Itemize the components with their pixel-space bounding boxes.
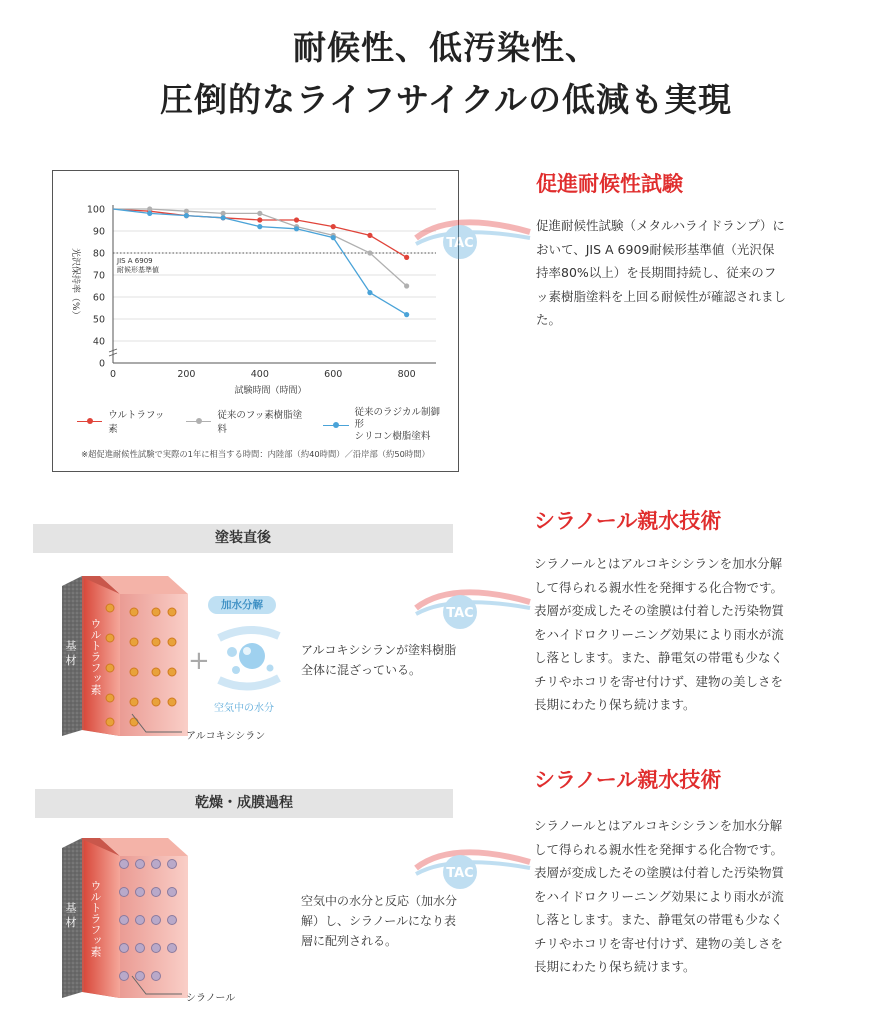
data-point	[331, 235, 336, 240]
tac-watermark-logo	[412, 578, 532, 638]
silanol-pointer-label: シラノール	[186, 993, 236, 1004]
y-tick-label: 80	[92, 248, 105, 260]
y-tick-label: 90	[92, 226, 105, 238]
data-point	[331, 224, 336, 229]
substrate-label: 基 材	[64, 902, 77, 928]
tac-watermark-logo	[412, 838, 532, 898]
weathering-body: 促進耐候性試験（メタルハライドランプ）において、JIS A 6909耐候形基準値（光沢保持率80%以上）を長期間持続し、従来のフッ素樹脂塗料を上回る耐候性が確認されました。	[536, 218, 787, 327]
air-water-label: 空気中の水分	[214, 703, 274, 714]
data-point	[367, 250, 372, 255]
x-tick-label: 200	[177, 369, 196, 380]
data-point	[294, 217, 299, 222]
coating-label: ウルトラフッ素	[89, 880, 102, 957]
legend-label: 従来のフッ素樹脂塗料	[217, 410, 303, 435]
alkoxysilane-pointer-label: アルコキシシラン	[186, 731, 266, 742]
data-point	[221, 215, 226, 220]
legend-label: 従来のラジカル制御形	[354, 407, 441, 430]
headline-line-2: 圧倒的なライフサイクルの低減も実現	[159, 80, 733, 119]
data-point	[257, 224, 262, 229]
data-point	[367, 290, 372, 295]
data-point	[404, 255, 409, 260]
water-droplets-icon	[214, 618, 284, 698]
y-tick-label: 0	[98, 358, 105, 370]
silanol-body-1: シラノールとはアルコキシシランを加水分解して得られる親水性を発揮する化合物です。表層が変成したその塗膜は付着した汚染物質をハイドロクリーニング効果により雨水が流し落とします。また、静電気の帯電も少なくチリやホコリを寄せ付けず、建物の美しさを長期にわたり保ち続けます。	[534, 556, 785, 712]
hydrolysis-pill: 加水分解	[208, 596, 276, 614]
data-point	[367, 233, 372, 238]
y-tick-label: 40	[92, 336, 105, 348]
silanol-body-2: シラノールとはアルコキシシランを加水分解して得られる親水性を発揮する化合物です。表層が変成したその塗膜は付着した汚染物質をハイドロクリーニング効果により雨水が流し落とします。また、静電気の帯電も少なくチリやホコリを寄せ付けず、建物の美しさを長期にわたり保ち続けます。	[534, 818, 785, 974]
legend-item-fluorine	[186, 407, 309, 435]
silanol-heading-2: シラノール親水技術	[534, 768, 722, 792]
tac-watermark-logo	[412, 208, 532, 268]
data-point	[404, 312, 409, 317]
weathering-heading: 促進耐候性試験	[536, 172, 683, 196]
watermark-text: TAC	[446, 866, 474, 881]
diagram2-caption: 空気中の水分と反応（加水分解）し、シラノールになり表層に配列される。	[301, 894, 458, 948]
y-axis-title: 光沢保持率（%）	[70, 248, 80, 320]
stage-bar-after-painting: 塗装直後	[33, 524, 453, 553]
y-tick-label: 100	[86, 204, 105, 216]
data-point	[147, 211, 152, 216]
x-tick-label: 800	[397, 369, 416, 380]
stage-bar-drying: 乾燥・成膜過程	[35, 789, 453, 818]
silanol-heading-1: シラノール親水技術	[534, 509, 722, 533]
chart-legend	[77, 407, 447, 443]
x-tick-label: 600	[324, 369, 343, 380]
data-point	[404, 283, 409, 288]
legend-item-ultra	[77, 407, 172, 435]
reference-label: 耐候形基準値	[117, 266, 159, 274]
x-tick-label: 0	[109, 369, 117, 380]
watermark-text: TAC	[446, 236, 474, 251]
watermark-text: TAC	[446, 606, 474, 621]
x-tick-label: 400	[250, 369, 269, 380]
data-point	[257, 211, 262, 216]
data-point	[184, 213, 189, 218]
data-point	[257, 217, 262, 222]
headline-line-1: 耐候性、低汚染性、	[293, 28, 599, 67]
pointer-line	[130, 974, 190, 999]
plus-icon: +	[188, 646, 210, 676]
legend-label: ウルトラフッ素	[108, 410, 165, 435]
legend-item-silicone	[323, 407, 447, 443]
y-tick-label: 70	[92, 270, 105, 282]
chart-footnote: ※超促進耐候性試験で実際の1年に相当する時間：内陸部（約40時間）／沿岸部（約50時間）	[81, 449, 430, 459]
coating-label: ウルトラフッ素	[89, 618, 102, 695]
reference-label: JIS A 6909	[117, 257, 153, 265]
x-axis-title: 試験時間（時間）	[234, 386, 307, 396]
y-tick-label: 50	[92, 314, 105, 326]
legend-label-2: シリコン樹脂塗料	[354, 431, 431, 442]
diagram1-caption: アルコキシシランが塗料樹脂全体に混ざっている。	[301, 643, 457, 677]
weathering-chart	[52, 170, 459, 472]
substrate-label: 基 材	[64, 640, 77, 666]
pointer-line	[130, 712, 190, 737]
data-point	[294, 226, 299, 231]
y-tick-label: 60	[92, 292, 105, 304]
